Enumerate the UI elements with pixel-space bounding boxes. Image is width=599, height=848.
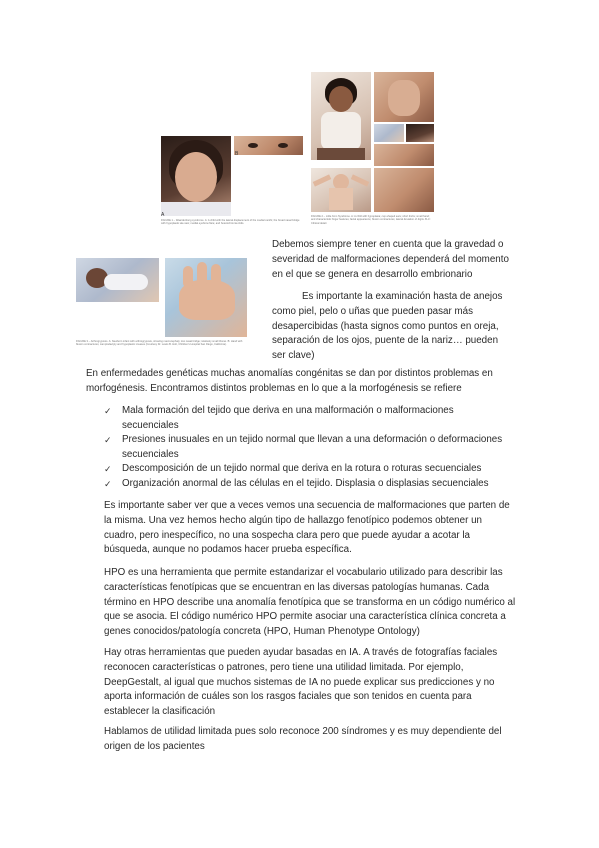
figure-hands-photo (374, 124, 404, 142)
figure-hand-photo (165, 258, 247, 337)
list-item: ✓ Organización anormal de las células en el tejido. Displasia o displasias secuenciales (104, 477, 504, 492)
paragraph-secuencia: Es importante saber ver que a veces vemos una secuencia de malformaciones que parten de la misma. Una vez hemos hecho algún tipo de hallazgo fenotípico podemos obtener un cuadro, pero inespecífico, no una sospecha clara pero que puede ayudar a acotar la búsqueda, aunque no podamos hacer prueba específica. (104, 500, 510, 556)
morphogenesis-checklist (104, 404, 504, 491)
paragraph-morfogenesis: En enfermedades genéticas muchas anomalías congénitas se dan por distintos problemas en morfogénesis. Encontramos distintos problemas en lo que a la morfogénesis se refiere (86, 368, 493, 394)
list-item: ✓ Descomposición de un tejido normal que deriva en la rotura o roturas secuenciales (104, 462, 504, 477)
figure-torso-photo (374, 72, 434, 122)
figure-face-caption: FIGURE 1 – Waardenburg syndrome. A: A child with the lateral displacement of the medial canthi; the broad nasal bridge with hypoplastic ala nasi; medial eyebrow flare; and heterochromia iridis. (161, 219, 300, 226)
figure-fingers-photo (374, 168, 434, 212)
list-item: ✓ Presiones inusuales en un tejido normal que llevan a una deformación o deformaciones secuenciales (104, 434, 503, 460)
figure-child-caption: FIGURE 2 – Little from Syndrome. A: A child with hypoplasia; cup-shaped ears; short limbs; small hand; and characteristic finger features; facial appearance; flexion contractures; lateral deviation of digits. B–F: Clinical detail. (311, 215, 431, 225)
figure-arms-photo (311, 168, 371, 212)
paragraph-ia: Hay otras herramientas que pueden ayudar basadas en IA. A través de fotografías faciales reconocen características o patrones, pero tiene una utilidad limitada. Por ejemplo, DeepGestalt, al igual que muchos sistemas de IA no puede explicar sus predicciones y no aporta información de cuáles son los rasgos faciales que son tenidos en cuenta para establecer la clasificación (104, 647, 498, 718)
figure-eyes-photo (234, 136, 303, 155)
paragraph-hpo: HPO es una herramienta que permite estandarizar el vocabulario utilizado para describir las características fenotípicas que se encuentran en las diversas patologías humanas. Cada término en HPO describe una anomalía fenotípica que se transforma en un código numérico al que se asocia. El código numérico HPO permite asociar una característica clínica concreta a genes conocidos/patología concreta (HPO, Human Phenotype Ontology) (104, 567, 516, 638)
paragraph-gravedad: Debemos siempre tener en cuenta que la gravedad o severidad de malformaciones dependerá del momento en el que se genera en desarrollo embrionario (272, 239, 509, 280)
figure-face-photo (161, 136, 231, 216)
figure-letter-a: A (161, 212, 165, 218)
figure-limb-photo (374, 144, 434, 166)
figure-letter-b: B (235, 151, 239, 157)
check-icon: ✓ (104, 478, 112, 489)
paragraph-utilidad: Hablamos de utilidad limitada pues solo reconoce 200 síndromes y es muy dependiente del origen de los pacientes (104, 726, 502, 752)
check-icon: ✓ (104, 464, 112, 474)
figure-infant-photo (76, 258, 159, 302)
list-item: ✓ Mala formación del tejido que deriva en una malformación o malformaciones secuenciales (104, 405, 454, 431)
check-icon: ✓ (104, 406, 112, 416)
figure-feet-photo (406, 124, 434, 142)
check-icon: ✓ (104, 435, 112, 445)
figure-child-photo (311, 72, 371, 160)
figure-infant-caption: FIGURE 3 – Arthrogryposis. A: Newborn infant with arthrogryposis, showing macrocephaly; low nasal bridge; relatively small thorax. B: Hand with flexion contractures; camptodactyly and hypoplastic creases (Courtesy Dr. Lewis B. Holt, Children's Hospital San Diego, California). (76, 340, 243, 347)
paragraph-examinacion: Es importante la examinación hasta de anejos como piel, pelo o uñas que pueden pasar más desapercibidas (hasta signos como puntos en oreja, separación de los ojos, puente de la nariz… pueden ser clave) (272, 291, 503, 362)
